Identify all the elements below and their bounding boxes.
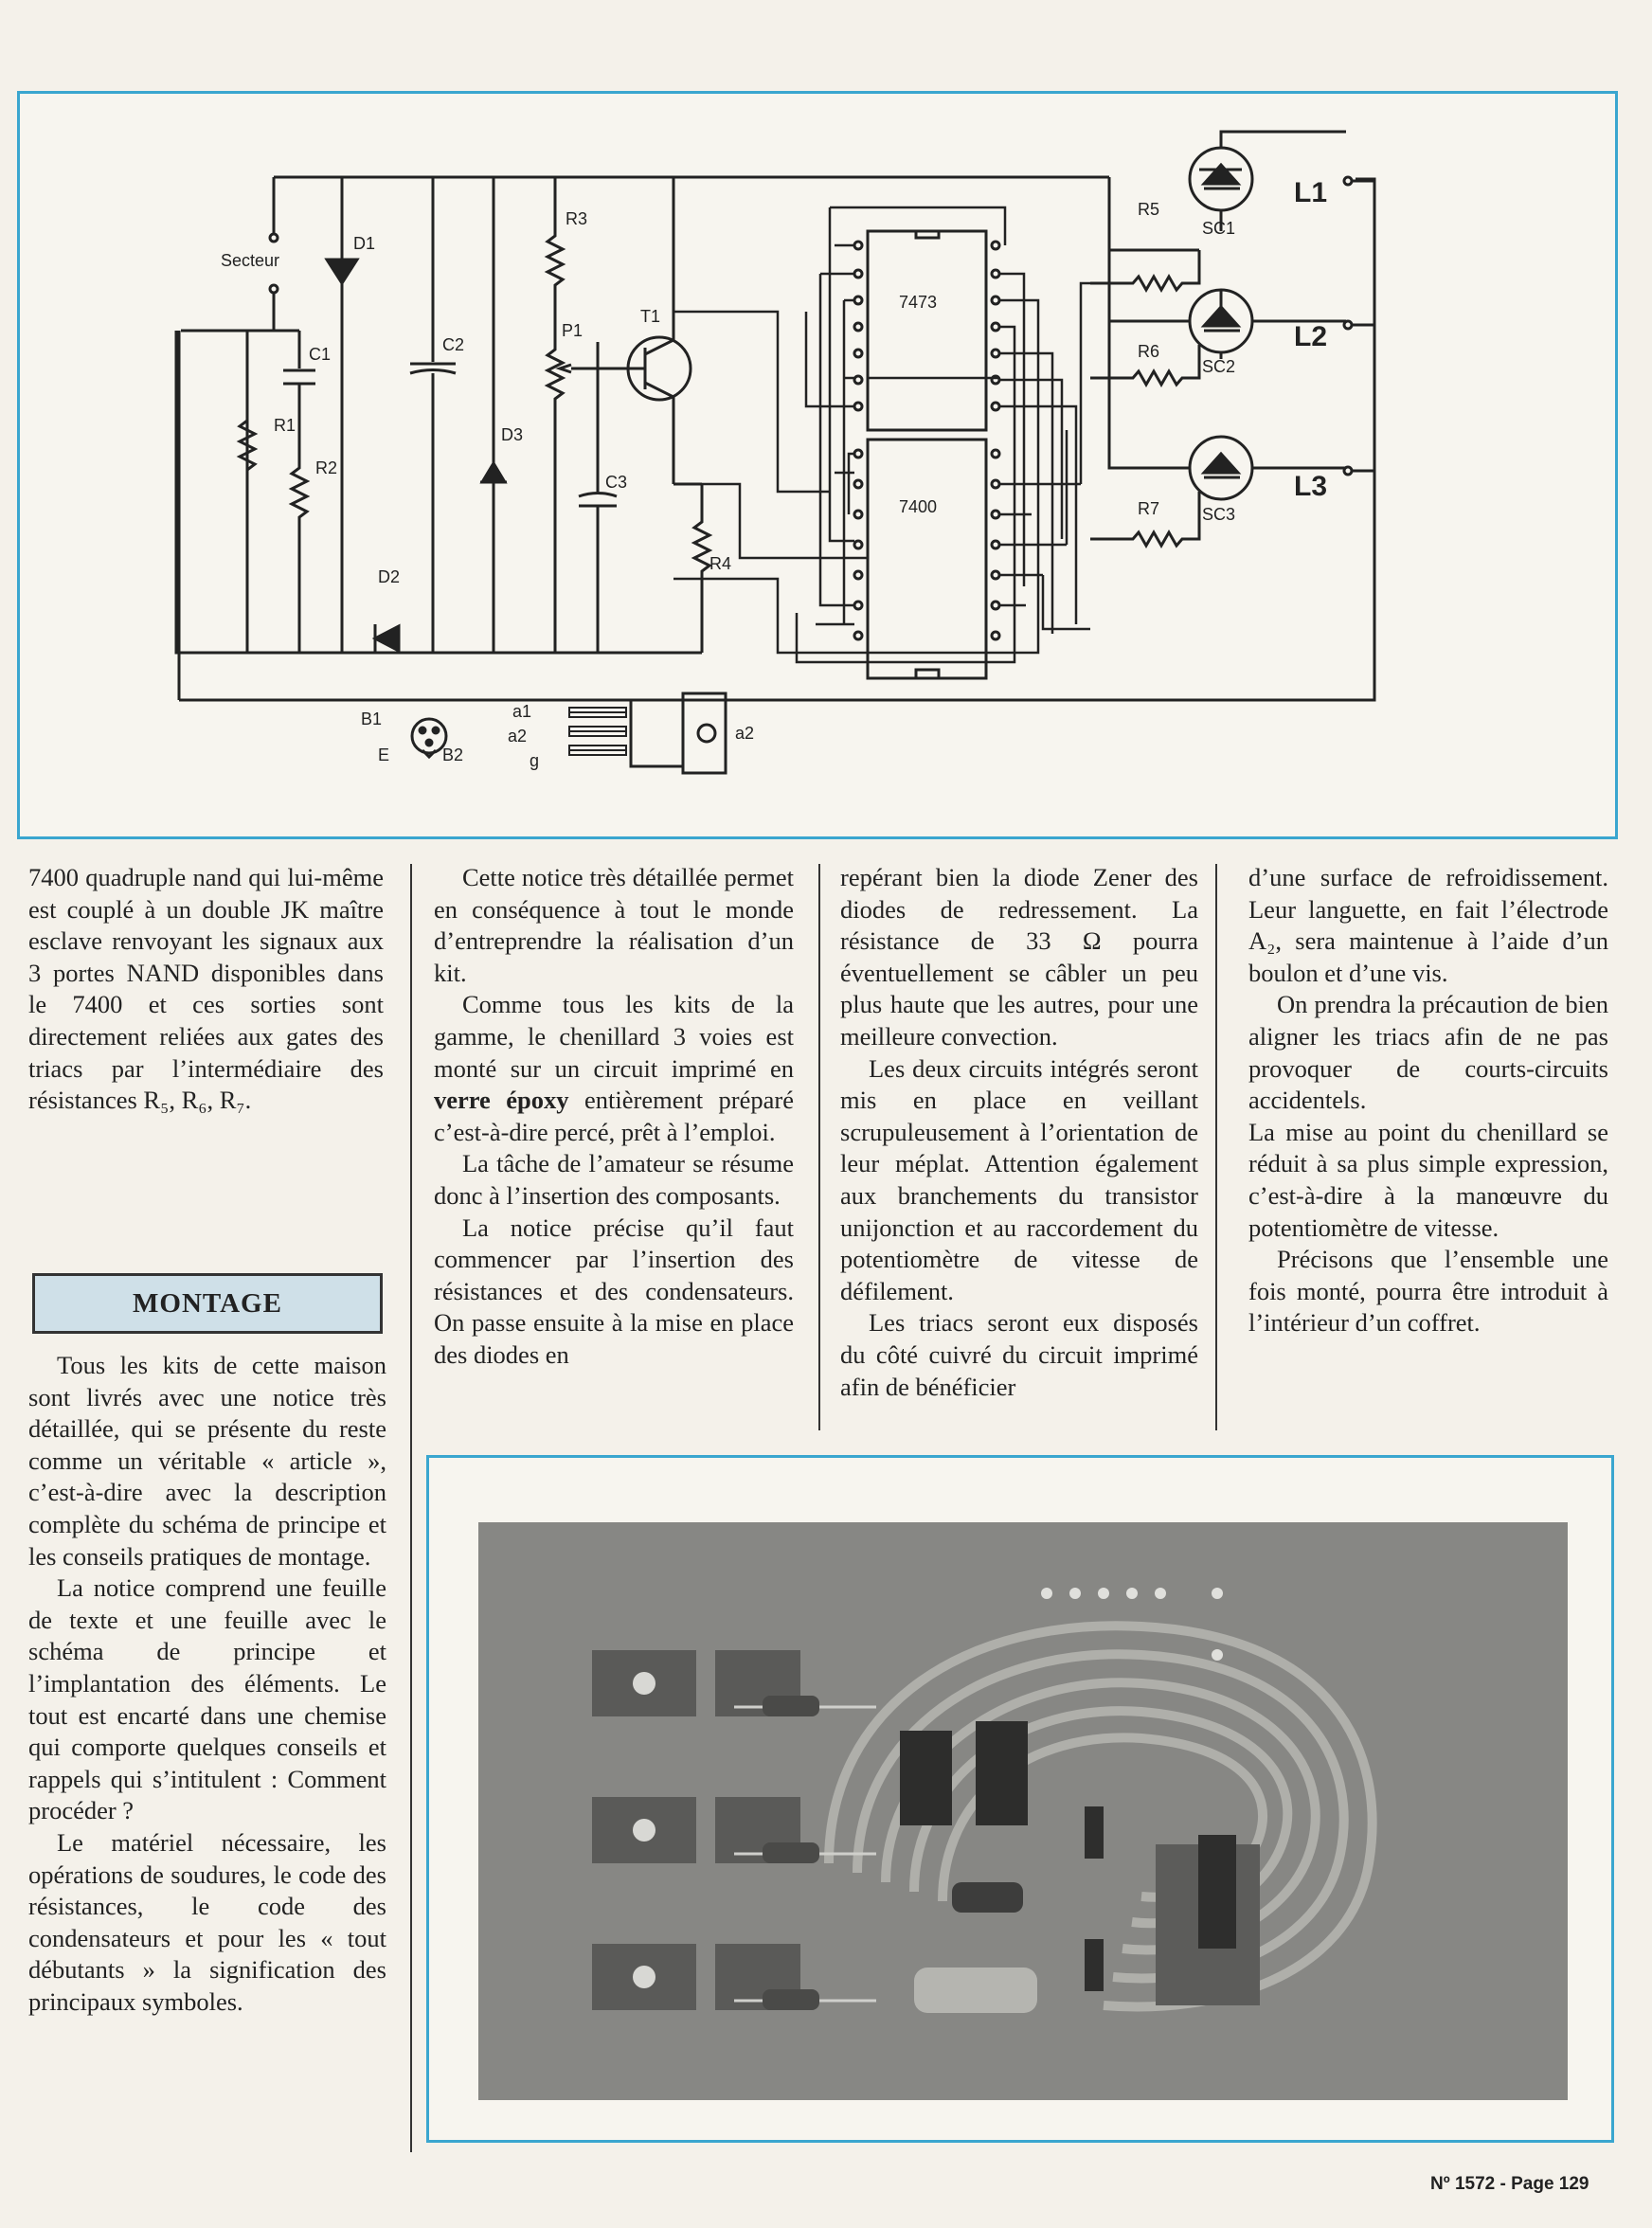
label-r4: R4 xyxy=(709,554,732,573)
bold-text: verre époxy xyxy=(434,1086,569,1115)
paragraph: La tâche de l’amateur se résume donc à l’insertion des composants. xyxy=(434,1149,794,1210)
paragraph: Les deux circuits intégrés seront mis en place en veillant scrupuleusement à l’orientation de leur méplat. Attention également aux branchements du transistor unijonction et au raccordement du potentiomètre de vitesse de défilement. xyxy=(840,1053,1198,1305)
paragraph: La notice comprend une feuille de texte et une feuille avec le schéma de principe et l’implantation des éléments. Le tout est encarté dans une chemise qui comporte quelques conseils et rappels qui s’intitulent : Comment procéder ? xyxy=(28,1573,386,1825)
paragraph: Tous les kits de cette maison sont livrés avec une notice très détaillée, qui se présente du reste comme un véritable « article », c’est-à-dire avec la description complète du schéma de principe et les conseils pratiques de montage. xyxy=(28,1351,386,1571)
paragraph: On prendra la précaution de bien aligner les triacs afin de ne pas provoquer de courts-circuits accidentels. xyxy=(1248,990,1608,1115)
label-ic-7473: 7473 xyxy=(899,293,938,312)
label-c1: C1 xyxy=(309,345,332,364)
pcb-photo xyxy=(478,1522,1568,2100)
column-3 xyxy=(840,862,1198,1403)
column-1 xyxy=(28,862,384,1117)
paragraph: repérant bien la diode Zener des diodes de redressement. La résistance de 33 Ω pourra éventuellement se câbler un peu plus haute que les autres, pour une meilleure convection. xyxy=(840,863,1198,1051)
paragraph: Le matériel nécessaire, les opérations de soudures, le code des résistances, le code des condensateurs et pour les « tout débutants » la signification des principaux symboles. xyxy=(28,1827,386,2016)
label-b2: B2 xyxy=(442,746,464,764)
text-run: Comme tous les kits de la gamme, le chenillard 3 voies est monté sur un circuit imprimé en xyxy=(434,990,794,1083)
paragraph: Cette notice très détaillée permet en conséquence à tout le monde d’entreprendre la réalisation d’un kit. xyxy=(434,863,794,987)
label-r5: R5 xyxy=(1138,200,1160,219)
label-r3: R3 xyxy=(566,209,588,228)
photo-frame xyxy=(426,1455,1614,2143)
paragraph: La notice précise qu’il faut commencer par l’insertion des résistances et des condensateurs. On passe ensuite à la mise en place des diodes en xyxy=(434,1213,794,1369)
label-r1: R1 xyxy=(274,416,296,435)
paragraph: 7400 quadruple nand qui lui-même est couplé à un double JK maître esclave renvoyant les signaux aux 3 portes NAND disponibles dans le 7400 et ces sorties sont directement reliées aux gates des triacs par l’intermédiaire des résistances R₅, R₆, R₇. xyxy=(28,863,384,1115)
label-r7: R7 xyxy=(1138,499,1160,518)
page-footer: Nº 1572 - Page 129 xyxy=(1430,2174,1589,2194)
paragraph: Les triacs seront eux disposés du côté cuivré du circuit imprimé afin de bénéficier xyxy=(840,1308,1198,1401)
label-sc1: SC1 xyxy=(1202,219,1236,238)
label-d3: D3 xyxy=(501,425,524,444)
pcb-photo-drawing xyxy=(478,1522,1568,2100)
paragraph: La mise au point du chenillard se réduit à sa plus simple expression, c’est-à-dire à la manœuvre du potentiomètre de vitesse. xyxy=(1248,1117,1608,1242)
label-sc2: SC2 xyxy=(1202,357,1236,376)
label-sc3: SC3 xyxy=(1202,505,1236,524)
column-4 xyxy=(1248,862,1608,1339)
label-e: E xyxy=(378,746,390,764)
label-d2: D2 xyxy=(378,567,401,586)
paragraph: d’une surface de refroidissement. Leur languette, en fait l’électrode A₂, sera maintenue à l’aide d’un boulon et d’une vis. xyxy=(1248,863,1608,987)
label-r6: R6 xyxy=(1138,342,1160,361)
label-l3: L3 xyxy=(1294,471,1328,502)
text-run: entièrement préparé c’est-à-dire percé, prêt à l’emploi. xyxy=(434,1086,794,1146)
label-p1: P1 xyxy=(562,321,584,340)
column-divider xyxy=(410,864,412,2152)
label-a2-right: a2 xyxy=(735,724,755,743)
paragraph xyxy=(434,989,794,1148)
label-d1: D1 xyxy=(353,234,376,253)
paragraph: Précisons que l’ensemble une fois monté, pourra être introduit à l’intérieur d’un coffret. xyxy=(1248,1245,1608,1338)
label-c3: C3 xyxy=(605,473,628,492)
column-2 xyxy=(434,862,794,1372)
label-r2: R2 xyxy=(315,458,338,477)
label-l2: L2 xyxy=(1294,321,1328,352)
schematic-frame xyxy=(17,91,1618,839)
label-ic-7400: 7400 xyxy=(899,497,938,516)
label-secteur: Secteur xyxy=(221,251,280,270)
heading-text: MONTAGE xyxy=(133,1287,282,1319)
label-a2-left: a2 xyxy=(508,727,528,746)
section-heading-montage xyxy=(32,1273,383,1334)
label-b1: B1 xyxy=(361,710,383,728)
label-g: g xyxy=(530,751,540,770)
label-a1: a1 xyxy=(512,702,532,721)
column-divider xyxy=(1215,864,1217,1430)
column-divider xyxy=(818,864,820,1430)
column-1-lower xyxy=(28,1350,386,2018)
label-t1: T1 xyxy=(640,307,661,326)
label-c2: C2 xyxy=(442,335,465,354)
label-l1: L1 xyxy=(1294,177,1328,208)
